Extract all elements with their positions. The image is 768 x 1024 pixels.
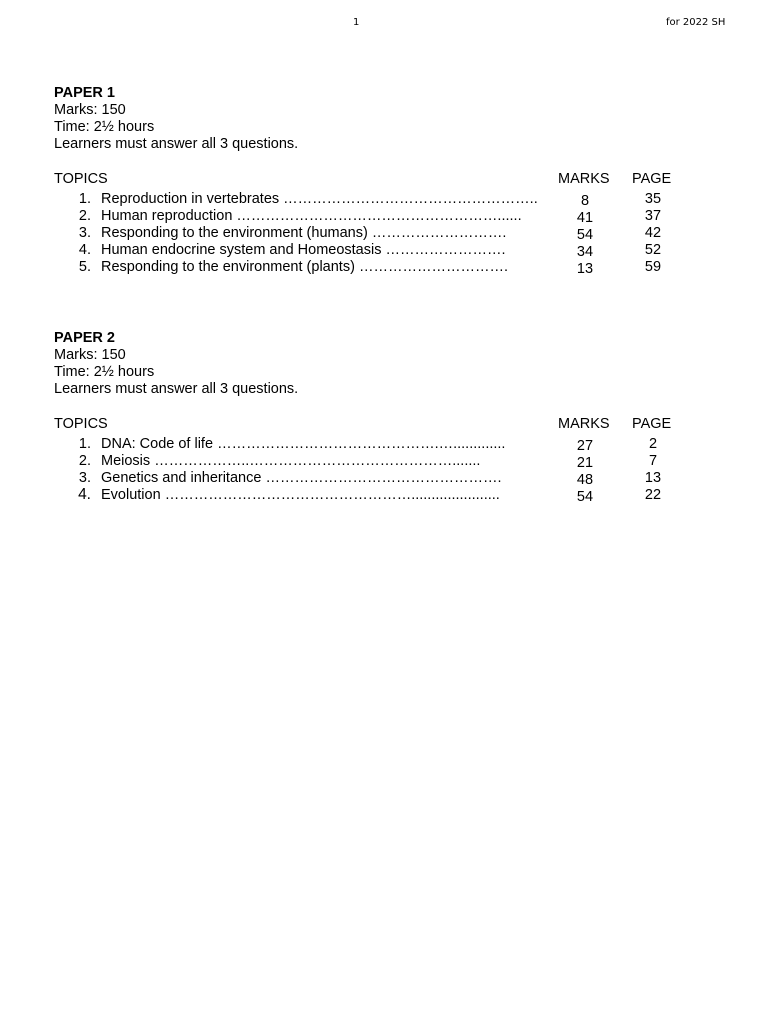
topics-header — [54, 171, 714, 191]
topic-marks: 27 — [576, 438, 594, 455]
topic-marks: 8 — [580, 193, 590, 210]
topic-title: Human reproduction ………………………………………………...... — [101, 208, 522, 225]
header-note: for 2022 SH — [666, 17, 726, 28]
topic-marks: 13 — [576, 260, 594, 277]
topic-page: 52 — [644, 241, 662, 258]
marks-column-header: MARKS — [558, 171, 610, 188]
topic-number: 1. — [78, 191, 91, 208]
topic-marks: 54 — [576, 226, 594, 243]
topic-number: 2. — [78, 453, 91, 470]
topic-row — [54, 208, 714, 225]
topic-title: Responding to the environment (humans) ………………………. — [101, 224, 507, 241]
topic-row — [54, 436, 714, 453]
leader-dots: ………………..……………………………………....... — [154, 453, 481, 470]
leader-dots: ………………………………………………...... — [236, 208, 522, 225]
topic-row — [54, 453, 714, 470]
topic-row — [54, 191, 714, 208]
page-number: 1 — [353, 17, 360, 28]
topic-page: 13 — [644, 469, 662, 486]
topic-row — [54, 259, 714, 276]
topic-title: Reproduction in vertebrates …………………………………………….. — [101, 191, 538, 208]
topic-number: 3. — [78, 224, 91, 241]
topic-number: 3. — [78, 469, 91, 486]
leader-dots: ……………………………………………...................... — [164, 486, 500, 503]
leader-dots: …………………………. — [358, 258, 508, 275]
topic-page: 22 — [644, 486, 662, 503]
topics-label: TOPICS — [54, 171, 108, 188]
paper-title: PAPER 1 — [54, 85, 115, 101]
paper-marks: Marks: 150 — [54, 347, 126, 363]
leader-dots: ……………………………………….…............. — [217, 436, 506, 453]
topic-page: 35 — [644, 191, 662, 208]
topics-header — [54, 416, 714, 436]
leader-dots: ……………………. — [385, 241, 506, 258]
topic-page: 37 — [644, 208, 662, 225]
topic-row — [54, 470, 714, 487]
page-column-header: PAGE — [632, 416, 672, 433]
topic-page: 7 — [648, 453, 658, 470]
topic-title: Human endocrine system and Homeostasis ……………………. — [101, 241, 506, 258]
topic-number: 2. — [78, 208, 91, 225]
paper-2-section — [54, 330, 714, 504]
marks-column-header: MARKS — [558, 416, 610, 433]
topic-title: DNA: Code of life ……………………………………….…............. — [101, 436, 506, 453]
topic-list — [54, 191, 714, 275]
topic-list — [54, 436, 714, 503]
paper-time: Time: 2½ hours — [54, 118, 155, 135]
topic-marks: 54 — [576, 488, 594, 505]
topic-number: 1. — [78, 436, 91, 453]
topic-marks: 41 — [576, 210, 594, 227]
topic-number: 5. — [78, 258, 91, 275]
topic-row — [54, 242, 714, 259]
paper-title: PAPER 2 — [54, 330, 115, 346]
topic-row — [54, 487, 714, 504]
topic-title: Meiosis ………………..……………………………………....... — [101, 453, 481, 470]
paper-instruction: Learners must answer all 3 questions. — [54, 135, 299, 152]
topic-marks: 21 — [576, 455, 594, 472]
topic-page: 2 — [648, 436, 658, 453]
page-column-header: PAGE — [632, 171, 672, 188]
leader-dots: …………………………………………….. — [283, 191, 538, 208]
topic-title: Evolution ……………………………………………...................... — [101, 486, 500, 503]
topic-title: Genetics and inheritance …………………………………………. — [101, 469, 502, 486]
topic-number: 4. — [78, 485, 91, 503]
paper-instruction: Learners must answer all 3 questions. — [54, 380, 299, 397]
paper-time: Time: 2½ hours — [54, 363, 155, 380]
topic-row — [54, 225, 714, 242]
topic-marks: 48 — [576, 471, 594, 488]
topic-page: 42 — [644, 224, 662, 241]
paper-marks: Marks: 150 — [54, 102, 126, 118]
topic-title: Responding to the environment (plants) …………………………. — [101, 258, 508, 275]
leader-dots: …………………………………………. — [265, 469, 502, 486]
paper-1-section — [54, 85, 714, 275]
topic-marks: 34 — [576, 243, 594, 260]
topic-number: 4. — [78, 241, 91, 258]
leader-dots: ………………………. — [371, 224, 507, 241]
topic-page: 59 — [644, 258, 662, 275]
topics-label: TOPICS — [54, 416, 108, 433]
